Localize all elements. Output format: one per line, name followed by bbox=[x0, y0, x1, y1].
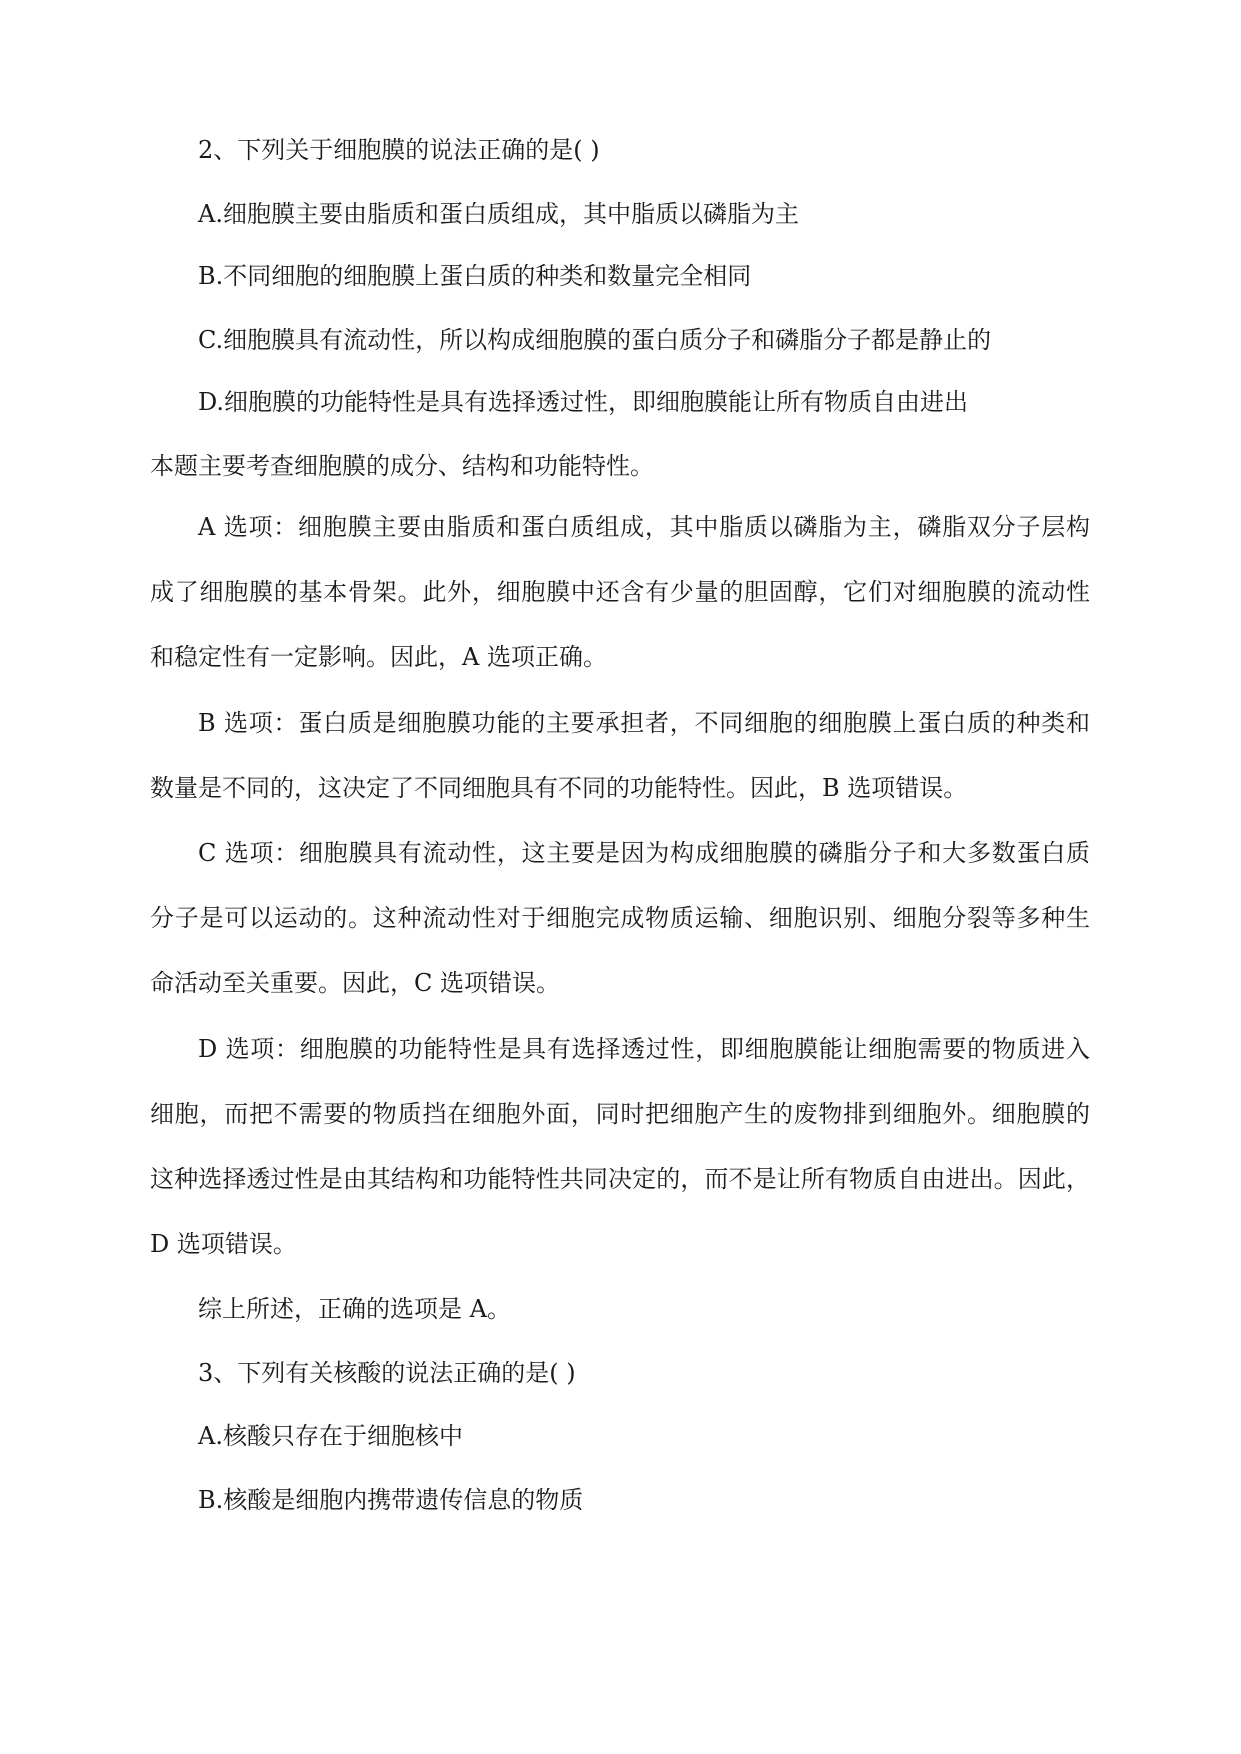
analysis-option-d bbox=[150, 1029, 1090, 1289]
question-3-option-b: B.核酸是细胞内携带遗传信息的物质 bbox=[198, 1486, 584, 1514]
paragraph-line: 命活动至关重要。因此，C 选项错误。 bbox=[150, 969, 560, 997]
analysis-intro: 本题主要考查细胞膜的成分、结构和功能特性。 bbox=[150, 452, 654, 480]
analysis-option-a bbox=[150, 507, 1090, 702]
paragraph-line: D 选项：细胞膜的功能特性是具有选择透过性，即细胞膜能让细胞需要的物质进入 bbox=[198, 1035, 1090, 1063]
paragraph-line: 细胞，而把不需要的物质挡在细胞外面，同时把细胞产生的废物排到细胞外。细胞膜的 bbox=[150, 1100, 1090, 1128]
paragraph-line: 数量是不同的，这决定了不同细胞具有不同的功能特性。因此，B 选项错误。 bbox=[150, 774, 968, 802]
paragraph-line: A 选项：细胞膜主要由脂质和蛋白质组成，其中脂质以磷脂为主，磷脂双分子层构 bbox=[198, 513, 1090, 541]
question-2-stem: 2、下列关于细胞膜的说法正确的是( ) bbox=[198, 136, 600, 164]
paragraph-line: 分子是可以运动的。这种流动性对于细胞完成物质运输、细胞识别、细胞分裂等多种生 bbox=[150, 904, 1090, 932]
analysis-option-c bbox=[150, 833, 1090, 1028]
question-2-option-c: C.细胞膜具有流动性，所以构成细胞膜的蛋白质分子和磷脂分子都是静止的 bbox=[198, 326, 992, 354]
question-2-option-a: A.细胞膜主要由脂质和蛋白质组成，其中脂质以磷脂为主 bbox=[198, 200, 799, 228]
paragraph-line: B 选项：蛋白质是细胞膜功能的主要承担者，不同细胞的细胞膜上蛋白质的种类和 bbox=[198, 709, 1090, 737]
analysis-conclusion: 综上所述，正确的选项是 A。 bbox=[198, 1295, 511, 1323]
paragraph-line: D 选项错误。 bbox=[150, 1230, 297, 1258]
question-3-stem: 3、下列有关核酸的说法正确的是( ) bbox=[198, 1359, 576, 1387]
paragraph-line: 这种选择透过性是由其结构和功能特性共同决定的，而不是让所有物质自由进出。因此， bbox=[150, 1165, 1090, 1193]
paragraph-line: C 选项：细胞膜具有流动性，这主要是因为构成细胞膜的磷脂分子和大多数蛋白质 bbox=[198, 839, 1090, 867]
question-2-option-b: B.不同细胞的细胞膜上蛋白质的种类和数量完全相同 bbox=[198, 262, 752, 290]
paragraph-line: 和稳定性有一定影响。因此，A 选项正确。 bbox=[150, 643, 607, 671]
paragraph-line: 成了细胞膜的基本骨架。此外，细胞膜中还含有少量的胆固醇，它们对细胞膜的流动性 bbox=[150, 578, 1090, 606]
question-2-option-d: D.细胞膜的功能特性是具有选择透过性，即细胞膜能让所有物质自由进出 bbox=[198, 388, 969, 416]
analysis-option-b bbox=[150, 703, 1090, 833]
question-3-option-a: A.核酸只存在于细胞核中 bbox=[198, 1422, 463, 1450]
